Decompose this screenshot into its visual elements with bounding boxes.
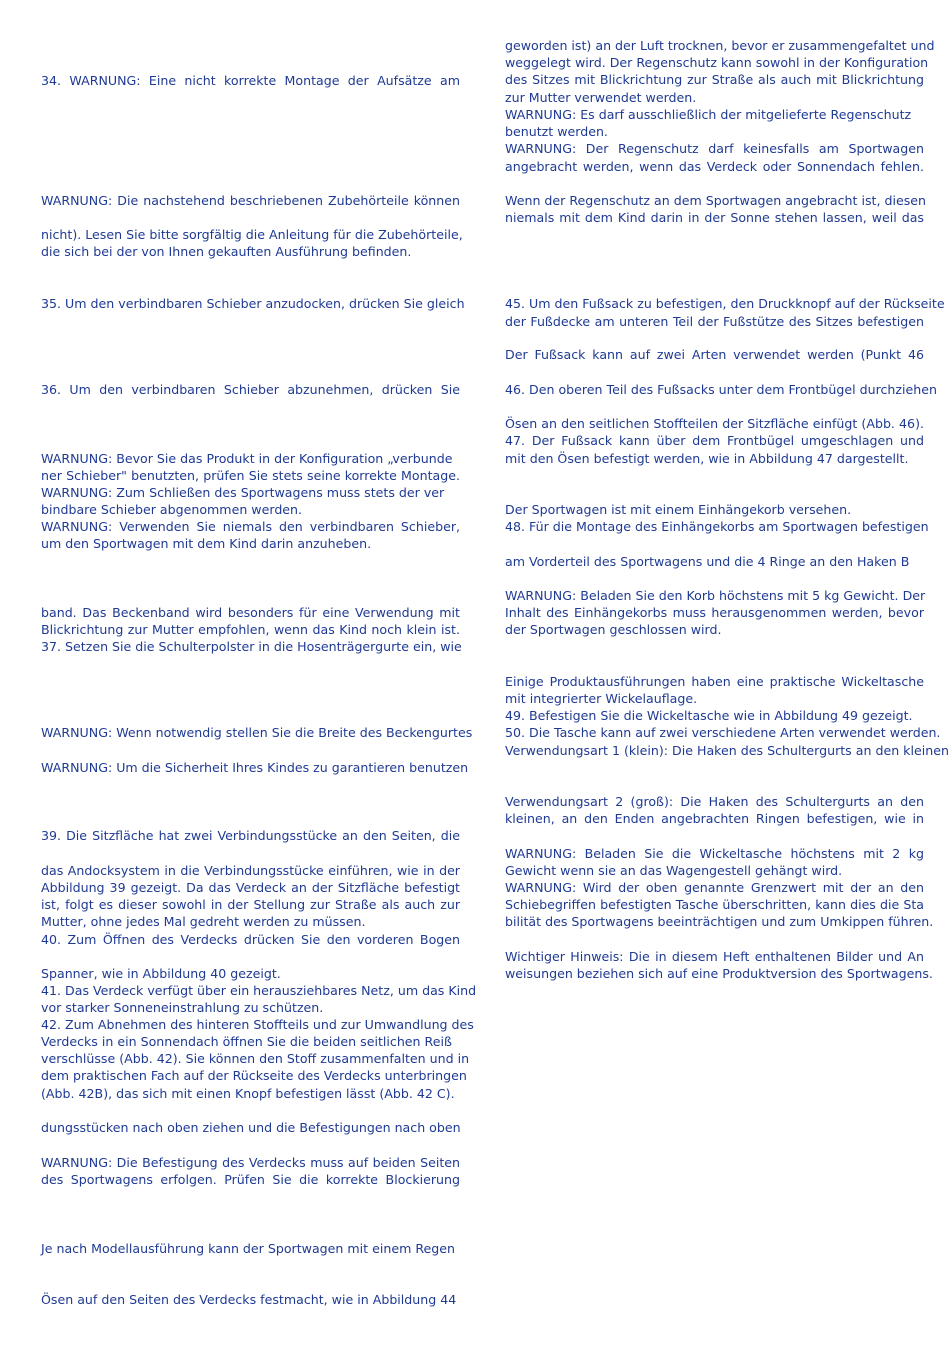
text-line: bilität des Sportwagens beeinträchtigen und zum Umkippen führen. — [505, 914, 934, 929]
text-line: Inhalt des Einhängekorbs muss herausgenommen werden, bevor — [505, 605, 924, 620]
text-line: 37. Setzen Sie die Schulterpolster in die Hosenträgergurte ein, wie — [41, 639, 462, 654]
text-line: kleinen, an den Enden angebrachten Ringen befestigen, wie in — [505, 811, 924, 826]
text-line: um den Sportwagen mit dem Kind darin anzuheben. — [41, 536, 372, 551]
text-line: WARNUNG: Zum Schließen des Sportwagens muss stets der ver — [41, 485, 445, 500]
text-line: angebracht werden, wenn das Verdeck oder Sonnendach fehlen. — [505, 159, 924, 174]
text-line: Wenn der Regenschutz an dem Sportwagen angebracht ist, diesen — [505, 193, 926, 208]
text-line: des Sitzes mit Blickrichtung zur Straße als auch mit Blickrichtung — [505, 72, 924, 87]
text-line: 39. Die Sitzfläche hat zwei Verbindungsstücke an den Seiten, die — [41, 828, 460, 843]
text-line: 40. Zum Öffnen des Verdecks drücken Sie den vorderen Bogen — [41, 932, 460, 947]
text-line: weisungen beziehen sich auf eine Produktversion des Sportwagens. — [505, 966, 933, 981]
text-line: mit integrierter Wickelauflage. — [505, 691, 698, 706]
text-line: Der Fußsack kann auf zwei Arten verwendet werden (Punkt 46 — [505, 347, 924, 362]
text-line: geworden ist) an der Luft trocknen, bevor er zusammengefaltet und — [505, 38, 935, 53]
text-line: WARNUNG: Die Befestigung des Verdecks muss auf beiden Seiten — [41, 1155, 460, 1170]
text-line: die sich bei der von Ihnen gekauften Ausführung befinden. — [41, 244, 412, 259]
text-line: Abbildung 39 gezeigt. Da das Verdeck an der Sitzfläche befestigt — [41, 880, 460, 895]
text-line: ist, folgt es dieser sowohl in der Stellung zur Straße als auch zur — [41, 897, 460, 912]
text-line: WARNUNG: Bevor Sie das Produkt in der Konfiguration „verbunde — [41, 451, 453, 466]
text-line: vor starker Sonneneinstrahlung zu schützen. — [41, 1000, 324, 1015]
text-line: 45. Um den Fußsack zu befestigen, den Druckknopf auf der Rückseite — [505, 296, 945, 311]
text-line: der Fußdecke am unteren Teil der Fußstütze des Sitzes befestigen — [505, 314, 924, 329]
text-line: WARNUNG: Der Regenschutz darf keinesfalls am Sportwagen — [505, 141, 924, 156]
text-line: nicht). Lesen Sie bitte sorgfältig die Anleitung für die Zubehörteile, — [41, 227, 463, 242]
text-line: benutzt werden. — [505, 124, 608, 139]
text-line: 41. Das Verdeck verfügt über ein herausziehbares Netz, um das Kind — [41, 983, 477, 998]
text-line: Wichtiger Hinweis: Die in diesem Heft enthaltenen Bilder und An — [505, 949, 924, 964]
text-line: 47. Der Fußsack kann über dem Frontbügel umgeschlagen und — [505, 433, 924, 448]
text-line: 42. Zum Abnehmen des hinteren Stoffteils und zur Umwandlung des — [41, 1017, 474, 1032]
text-line: dungsstücken nach oben ziehen und die Befestigungen nach oben — [41, 1120, 461, 1135]
text-line: WARNUNG: Um die Sicherheit Ihres Kindes zu garantieren benutzen — [41, 760, 469, 775]
text-line: Verwendungsart 2 (groß): Die Haken des Schultergurts an den — [505, 794, 924, 809]
text-line: bindbare Schieber abgenommen werden. — [41, 502, 303, 517]
text-line: Schiebegriffen befestigten Tasche überschritten, kann dies die Sta — [505, 897, 924, 912]
text-line: Gewicht wenn sie an das Wagengestell gehängt wird. — [505, 863, 843, 878]
text-line: 48. Für die Montage des Einhängekorbs am Sportwagen befestigen — [505, 519, 929, 534]
text-line: 36. Um den verbindbaren Schieber abzunehmen, drücken Sie — [41, 382, 460, 397]
text-line: Blickrichtung zur Mutter empfohlen, wenn das Kind noch klein ist. — [41, 622, 460, 637]
text-line: Verwendungsart 1 (klein): Die Haken des Schultergurts an den kleinen — [505, 743, 949, 758]
text-line: verschlüsse (Abb. 42). Sie können den Stoff zusammenfalten und in — [41, 1051, 470, 1066]
text-line: (Abb. 42B), das sich mit einen Knopf befestigen lässt (Abb. 42 C). — [41, 1086, 455, 1101]
text-line: Mutter, ohne jedes Mal gedreht werden zu müssen. — [41, 914, 366, 929]
text-line: WARNUNG: Wenn notwendig stellen Sie die Breite des Beckengurtes — [41, 725, 473, 740]
text-line: Verdecks in ein Sonnendach öffnen Sie die beiden seitlichen Reiß — [41, 1034, 452, 1049]
text-line: 49. Befestigen Sie die Wickeltasche wie in Abbildung 49 gezeigt. — [505, 708, 913, 723]
text-line: dem praktischen Fach auf der Rückseite des Verdecks unterbringen — [41, 1068, 467, 1083]
text-line: WARNUNG: Es darf ausschließlich der mitgelieferte Regenschutz — [505, 107, 912, 122]
text-line: das Andocksystem in die Verbindungsstücke einführen, wie in der — [41, 863, 460, 878]
text-line: 35. Um den verbindbaren Schieber anzudocken, drücken Sie gleich — [41, 296, 465, 311]
text-line: WARNUNG: Wird der oben genannte Grenzwert mit der an den — [505, 880, 924, 895]
text-line: WARNUNG: Beladen Sie die Wickeltasche höchstens mit 2 kg — [505, 846, 924, 861]
text-line: 34. WARNUNG: Eine nicht korrekte Montage der Aufsätze am — [41, 73, 460, 88]
text-line: weggelegt wird. Der Regenschutz kann sowohl in der Konfiguration — [505, 55, 929, 70]
text-line: Spanner, wie in Abbildung 40 gezeigt. — [41, 966, 281, 981]
text-line: ner Schieber" benutzten, prüfen Sie stets seine korrekte Montage. — [41, 468, 460, 483]
text-line: Einige Produktausführungen haben eine praktische Wickeltasche — [505, 674, 924, 689]
text-line: Der Sportwagen ist mit einem Einhängekorb versehen. — [505, 502, 852, 517]
text-line: WARNUNG: Die nachstehend beschriebenen Zubehörteile können — [41, 193, 460, 208]
text-line: WARNUNG: Verwenden Sie niemals den verbindbaren Schieber, — [41, 519, 460, 534]
text-line: Ösen auf den Seiten des Verdecks festmacht, wie in Abbildung 44 — [41, 1292, 457, 1307]
text-line: Ösen an den seitlichen Stoffteilen der Sitzfläche einfügt (Abb. 46). — [505, 416, 924, 431]
text-line: Je nach Modellausführung kann der Sportwagen mit einem Regen — [41, 1241, 456, 1256]
text-line: der Sportwagen geschlossen wird. — [505, 622, 722, 637]
text-line: zur Mutter verwendet werden. — [505, 90, 697, 105]
text-line: mit den Ösen befestigt werden, wie in Abbildung 47 dargestellt. — [505, 451, 909, 466]
text-line: am Vorderteil des Sportwagens und die 4 Ringe an den Haken B — [505, 554, 910, 569]
text-line: WARNUNG: Beladen Sie den Korb höchstens mit 5 kg Gewicht. Der — [505, 588, 926, 603]
text-line: des Sportwagens erfolgen. Prüfen Sie die korrekte Blockierung — [41, 1172, 460, 1187]
text-line: 46. Den oberen Teil des Fußsacks unter dem Frontbügel durchziehen — [505, 382, 937, 397]
text-line: niemals mit dem Kind darin in der Sonne stehen lassen, weil das — [505, 210, 924, 225]
text-line: band. Das Beckenband wird besonders für eine Verwendung mit — [41, 605, 460, 620]
text-line: 50. Die Tasche kann auf zwei verschiedene Arten verwendet werden. — [505, 725, 941, 740]
